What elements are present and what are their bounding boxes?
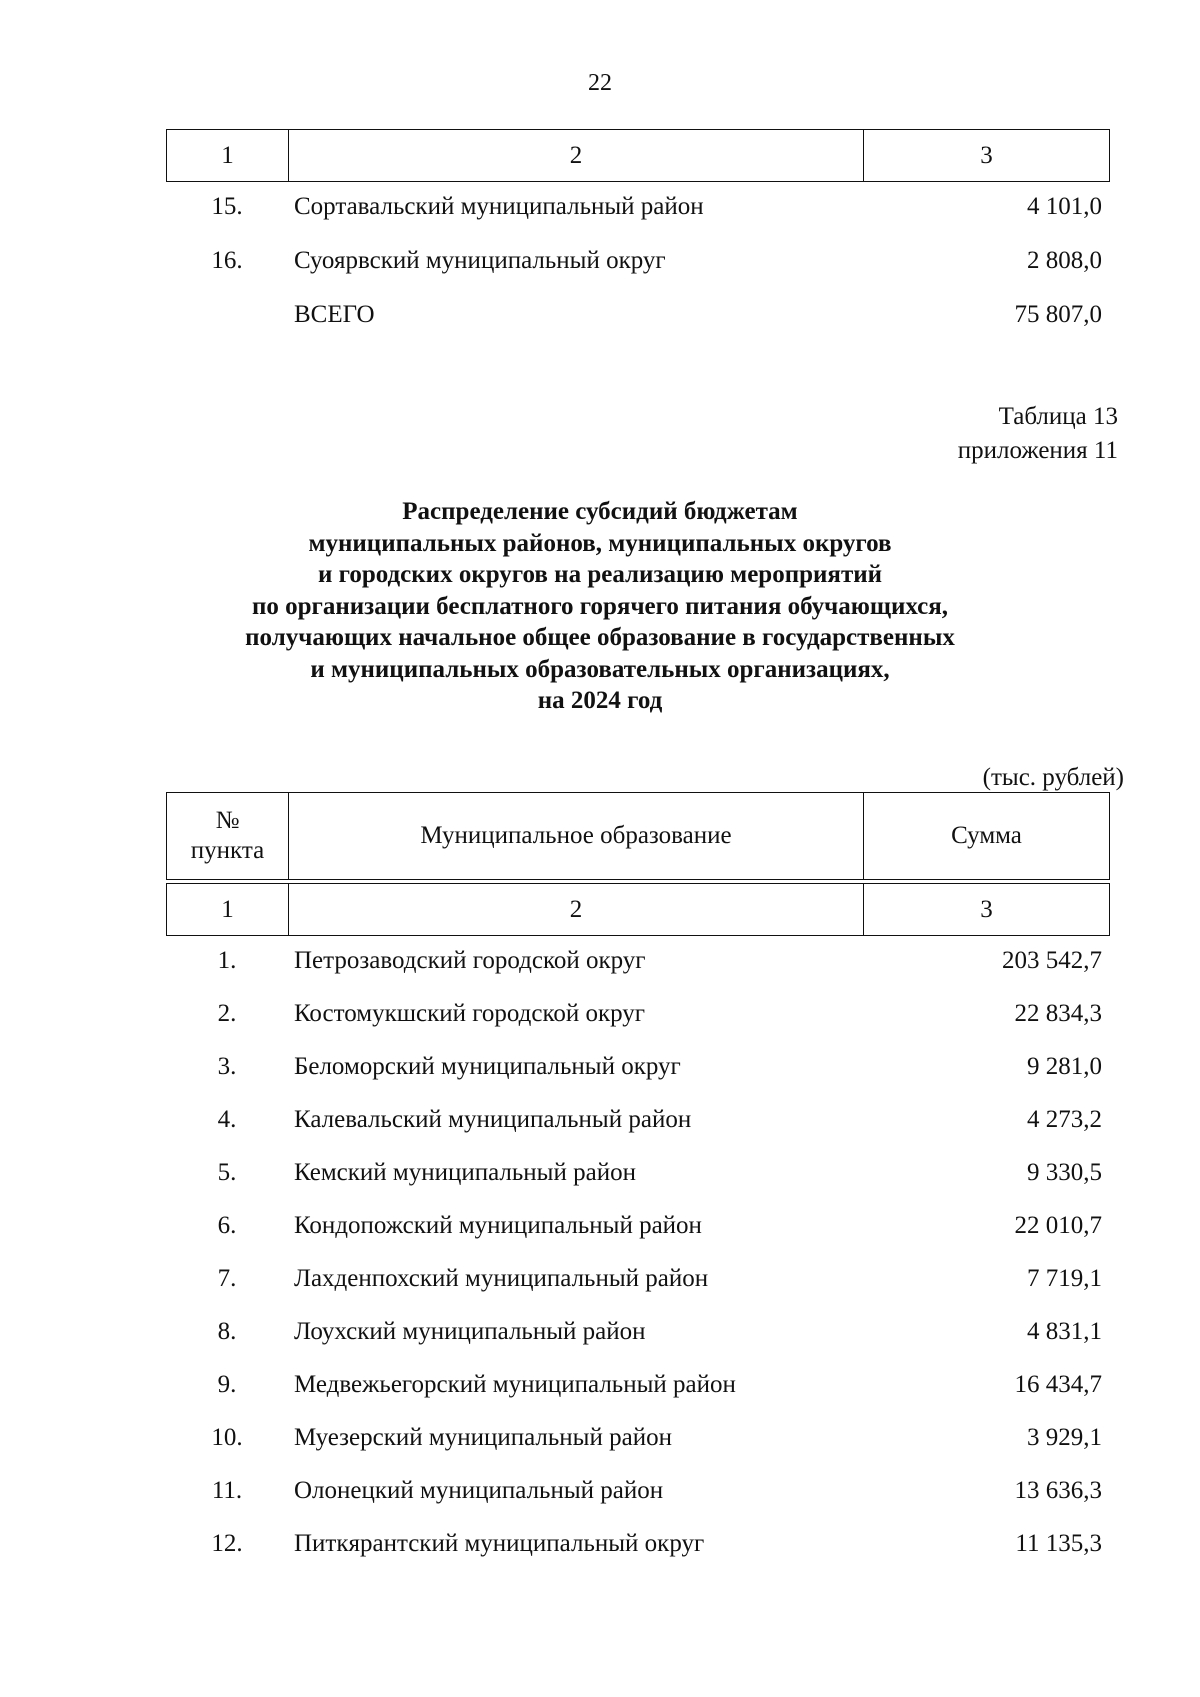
column-number-2: 2 [289,884,864,935]
amount: 11 135,3 [1015,1530,1102,1557]
amount: 203 542,7 [1002,947,1102,974]
municipality-name: Кондопожский муниципальный район [294,1212,702,1239]
amount: 9 330,5 [1027,1159,1102,1186]
column-number-3: 3 [980,141,993,169]
municipality-name: Сортавальский муниципальный район [294,193,704,220]
municipality-name: Муезерский муниципальный район [294,1424,672,1451]
municipality-name: Петрозаводский городской округ [294,947,646,974]
page-number: 22 [588,70,612,96]
municipality-name: Лоухский муниципальный район [294,1318,646,1345]
table-row [166,1212,1110,1248]
row-number: 12. [211,1530,243,1557]
total-label: ВСЕГО [294,301,375,328]
table-row [166,1265,1110,1301]
column-number-1: 1 [167,884,289,935]
title-line: получающих начальное общее образование в государственных [245,624,955,651]
table-row [166,1318,1110,1354]
municipality-name: Беломорский муниципальный округ [294,1053,681,1080]
municipality-name: Суоярвский муниципальный округ [294,247,666,274]
row-number: 4. [217,1106,237,1133]
municipality-name: Лахденпохский муниципальный район [294,1265,709,1292]
table-row [166,1371,1110,1407]
amount: 4 831,1 [1027,1318,1102,1345]
row-number: 16. [211,247,243,274]
table-row [166,193,1110,229]
amount: 22 010,7 [1014,1212,1102,1239]
municipality-name: Медвежьегорский муниципальный район [294,1371,736,1398]
title-line: и городских округов на реализацию мероприятий [317,561,883,588]
table-row [166,1530,1110,1566]
table-row [166,1477,1110,1513]
table-row [166,1424,1110,1460]
row-number: 1. [217,947,237,974]
header-municipality: Муниципальное образование [289,793,864,879]
total-row [166,301,1110,337]
row-number: 3. [217,1053,237,1080]
row-number: 7. [217,1265,237,1292]
column-number-row [166,883,1110,936]
row-number: 2. [217,1000,237,1027]
municipality-name: Питкярантский муниципальный округ [294,1530,705,1557]
amount: 4 101,0 [1027,193,1102,220]
title-line: и муниципальных образовательных организациях, [310,655,890,683]
amount: 9 281,0 [1027,1053,1102,1080]
municipality-name: Кемский муниципальный район [294,1159,636,1186]
column-number-3: 3 [980,895,993,923]
header-item-label: пункта [190,837,265,864]
amount: 7 719,1 [1027,1265,1102,1292]
amount: 4 273,2 [1027,1106,1102,1133]
municipality-name: Олонецкий муниципальный район [294,1477,664,1504]
header-item-number [167,793,289,879]
table-row [166,247,1110,283]
table-row [166,1159,1110,1195]
amount: 16 434,7 [1014,1371,1102,1398]
title-line: Распределение субсидий бюджетам [402,498,798,525]
caption-table-number: Таблица 13 [998,403,1118,430]
municipality-name: Костомукшский городской округ [294,1000,646,1027]
column-number-row [166,129,1110,182]
row-number: 5. [217,1159,237,1186]
total-amount: 75 807,0 [1014,301,1102,328]
unit-label: (тыс. рублей) [982,764,1124,791]
row-number: 9. [217,1371,237,1398]
column-number-1: 1 [167,130,289,181]
amount: 3 929,1 [1027,1424,1102,1451]
header-sum: Сумма [951,822,1022,849]
table-row [166,1000,1110,1036]
table-row [166,1106,1110,1142]
municipality-name: Калевальский муниципальный район [294,1106,692,1133]
table-title [0,496,1200,717]
row-number: 10. [211,1424,243,1451]
row-number: 15. [211,193,243,220]
title-line: на 2024 год [537,687,663,714]
table-row [166,1053,1110,1089]
table-caption [958,400,1118,468]
title-line: по организации бесплатного горячего питания обучающихся, [251,592,949,620]
row-number: 11. [211,1477,243,1504]
amount: 13 636,3 [1014,1477,1102,1504]
title-line: муниципальных районов, муниципальных округов [308,529,892,557]
column-number-2: 2 [289,130,864,181]
header-number-sign: № [215,807,240,834]
amount: 22 834,3 [1014,1000,1102,1027]
row-number: 6. [217,1212,237,1239]
table-row [166,947,1110,983]
amount: 2 808,0 [1027,247,1102,274]
row-number: 8. [217,1318,237,1345]
table-header [166,792,1110,880]
caption-appendix: приложения 11 [957,437,1118,464]
